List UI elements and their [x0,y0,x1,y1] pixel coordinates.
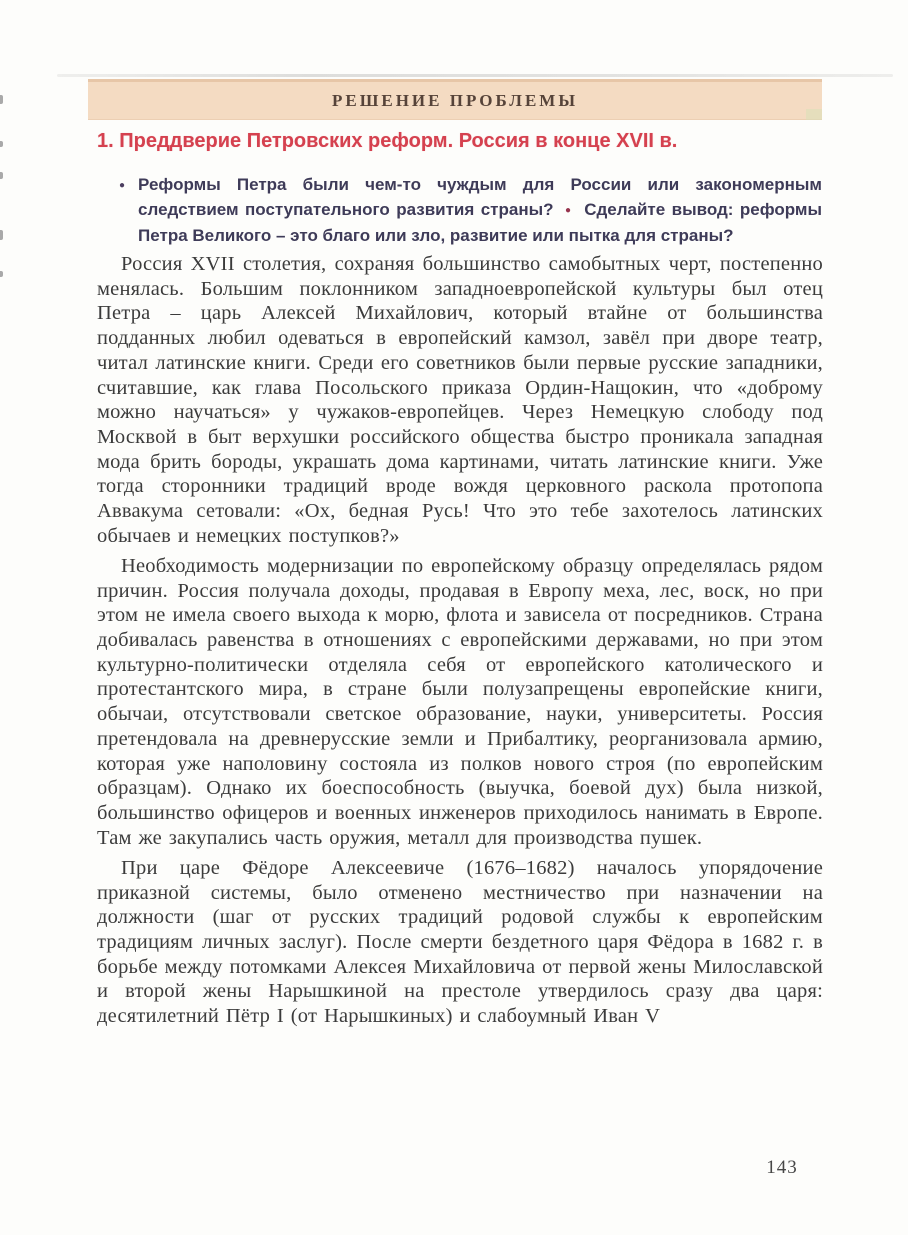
left-edge-artifact [0,271,3,277]
problem-questions-block [119,172,822,248]
body-paragraph-3: При царе Фёдоре Алексеевиче (1676–1682) началось упорядочение приказной системы, было отменено местничество при назначении на должности (шаг от русских традиций родовой службы к европейским традициям личных заслуг). После смерти бездетного царя Фёдора в 1682 г. в борьбе между потомками Алексея Михайловича от первой жены Милославской и второй жены Нарышкиной на престоле утвердилось сразу два царя: десятилетний Пётр I (от Нарышкиных) и слабоумный Иван V [97,856,823,1028]
bullet-icon: ● [119,180,126,191]
page-number: 143 [766,1157,798,1178]
band-title: РЕШЕНИЕ ПРОБЛЕМЫ [331,90,579,110]
problem-questions-text [138,172,822,248]
left-edge-artifact [0,172,3,179]
scan-color-artifact [806,109,822,120]
body-text [97,252,823,1034]
left-edge-artifact [0,141,3,147]
scan-shadow-line [57,74,893,77]
body-paragraph-2: Необходимость модернизации по европейскому образцу определялась рядом причин. Россия получала доходы, продавая в Европу меха, лес, воск, но при этом не имела своего выхода к морю, флота и зависела от посредников. Страна добивалась равенства в отношениях с европейскими державами, но при этом культурно-политически отделяла себя от европейского католического и протестантского мира, в стране были полузапрещены европейские книги, обычаи, отсутствовали светское образование, науки, университеты. Россия претендовала на древнерусские земли и Прибалтику, реорганизовала армию, которая уже наполовину состояла из полков нового строя (по европейским образцам). Однако их боеспособность (выучка, боевой дух) была низкой, большинство офицеров и военных инженеров приходилось нанимать в Европе. Там же закупались часть оружия, металл для производства пушек. [97,554,823,849]
left-edge-artifact [0,95,3,104]
question-1: Реформы Петра были чем-то чуждым для России или закономерным следствием поступательного развития страны? [138,175,822,219]
inline-bullet-icon: ● [564,205,573,216]
section-type-band [88,79,822,120]
left-edge-artifact [0,230,3,240]
question-2: Сделайте вывод: реформы Петра Великого – это благо или зло, развитие или пытка для страны? [138,200,823,245]
body-paragraph-1: Россия XVII столетия, сохраняя большинство самобытных черт, постепенно менялась. Большим поклонником западноевропейской культуры был отец Петра – царь Алексей Михайлович, который втайне от большинства подданных любил одеваться в европейский камзол, завёл при дворе театр, читал латинские книги. Среди его советников были первые русские западники, считавшие, как глава Посольского приказа Ордин-Нащокин, что «доброму можно научаться» у чужаков-европейцев. Через Немецкую слободу под Москвой в быт верхушки российского общества быстро проникала западная мода брить бороды, украшать дома картинами, читать латинские книги. Уже тогда сторонники традиций вроде вождя церковного раскола протопопа Аввакума сетовали: «Ох, бедная Русь! Что это тебе захотелось латинских обычаев и немецких поступков?» [97,253,823,547]
section-heading: 1. Преддверие Петровских реформ. Россия в конце XVII в. [97,130,678,152]
